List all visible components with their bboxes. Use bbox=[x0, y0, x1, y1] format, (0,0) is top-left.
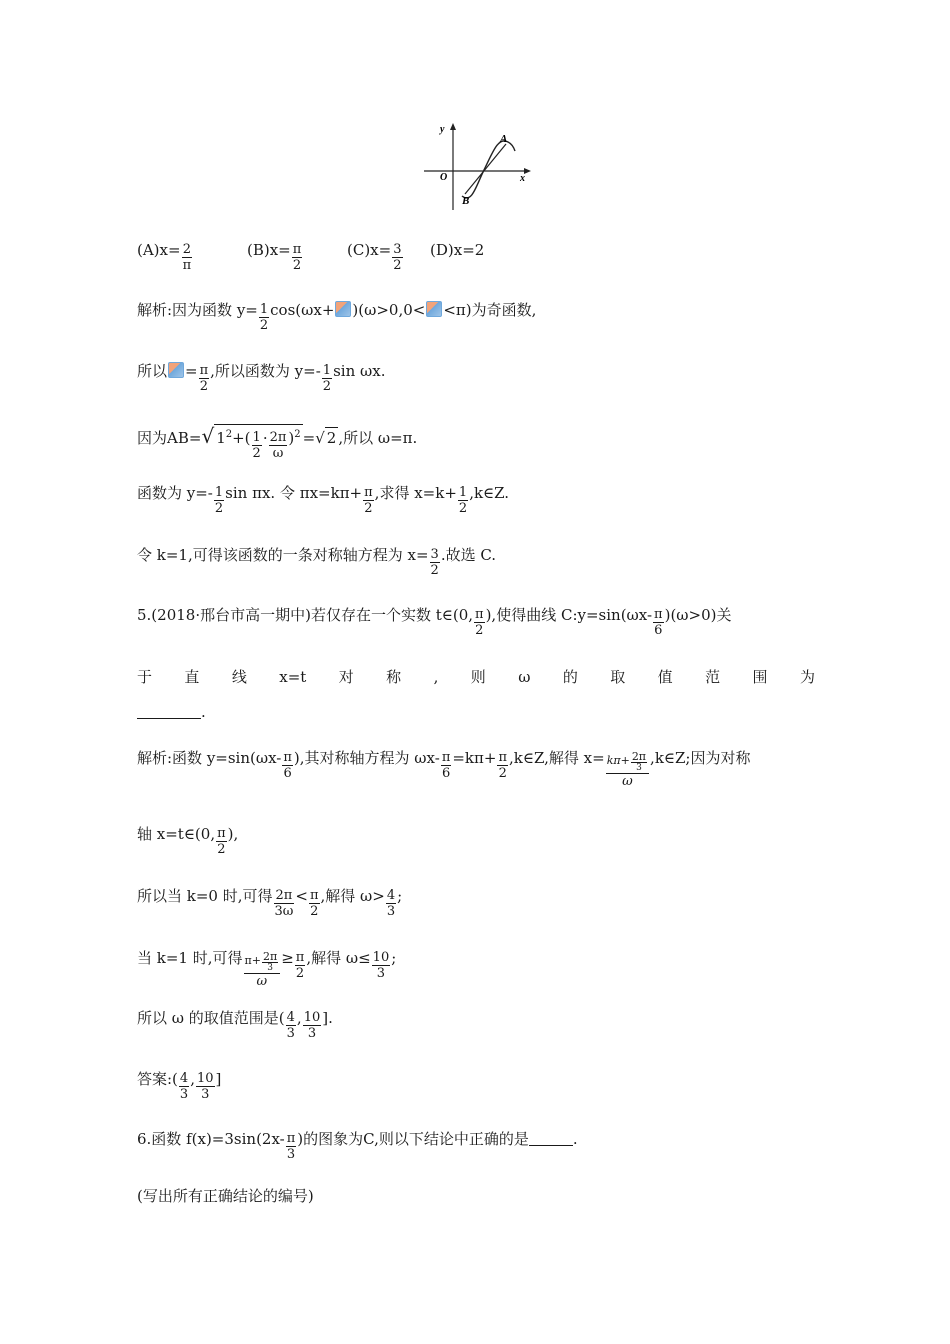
solution-line-1: 解析:因为函数 y= $\frac{1}{2}$ cos(ωx+ )(ω>0,0< <π)为奇函数, bbox=[137, 301, 537, 333]
question-5-line-2: 于 直 线 x=t 对 称 , 则 ω 的 取 值 范 围 为 bbox=[137, 668, 815, 686]
solution5-line-3: 所以当 k=0 时,可得 $\frac{2\pi}{3\omega}$ < $\frac{\pi}{2}$ ,解得 ω> $\frac{4}{3}$ ; bbox=[137, 887, 403, 919]
option-d: (D)x=2 bbox=[430, 241, 485, 259]
question-5-blank: . bbox=[137, 702, 206, 722]
segment-ab bbox=[465, 144, 506, 194]
y-axis-arrow bbox=[450, 123, 456, 130]
solution5-line-1: 解析:函数 y=sin(ωx- $\frac{\pi}{6}$ ),其对称轴方程为 ωx- $\frac{\pi}{6}$ =kπ+ $\frac{\pi}{2}$ ,k∈Z,解得 x= kπ+ $\frac{2\pi}{3}$ ω ,k∈Z;因为对称 bbox=[137, 749, 751, 789]
phi-image-icon bbox=[168, 362, 184, 378]
solution-line-4: 函数为 y=- $\frac{1}{2}$ sin πx. 令 πx=kπ+ $\frac{\pi}{2}$ ,求得 x=k+ $\frac{1}{2}$ ,k∈Z. bbox=[137, 484, 510, 516]
solution-line-2: 所以 = $\frac{\pi}{2}$ ,所以函数为 y=- $\frac{1}{2}$ sin ωx. bbox=[137, 362, 386, 394]
label-b: B bbox=[462, 195, 470, 207]
solution-line-5: 令 k=1,可得该函数的一条对称轴方程为 x= $\frac{3}{2}$ .故选 C. bbox=[137, 546, 497, 578]
option-a: (A)x= $\frac{2}{\pi}$ bbox=[137, 241, 192, 273]
sine-graph-figure bbox=[420, 118, 535, 213]
label-a: A bbox=[500, 133, 508, 145]
label-o: O bbox=[440, 172, 448, 183]
label-y: y bbox=[440, 124, 445, 135]
question-6-note: (写出所有正确结论的编号) bbox=[137, 1187, 314, 1205]
solution5-line-4: 当 k=1 时,可得 π+ $\frac{2\pi}{3}$ ω ≥ $\frac{\pi}{2}$ ,解得 ω≤ $\frac{10}{3}$ ; bbox=[137, 949, 397, 989]
x-axis-arrow bbox=[524, 168, 531, 174]
solution5-line-2: 轴 x=t∈(0, $\frac{\pi}{2}$ ), bbox=[137, 825, 239, 857]
answer-blank bbox=[137, 718, 201, 719]
option-c: (C)x= $\frac{3}{2}$ bbox=[347, 241, 402, 273]
solution5-line-5: 所以 ω 的取值范围是( $\frac{4}{3}$ , $\frac{10}{3}$ ]. bbox=[137, 1009, 333, 1041]
question-6: 6.函数 f(x)=3sin(2x- $\frac{\pi}{3}$ )的图象为C,则以下结论中正确的是 . bbox=[137, 1130, 578, 1162]
sine-curve bbox=[462, 141, 515, 198]
option-b: (B)x= $\frac{\pi}{2}$ bbox=[247, 241, 302, 273]
phi-image-icon bbox=[426, 301, 442, 317]
answer-line: 答案:( $\frac{4}{3}$ , $\frac{10}{3}$ ] bbox=[137, 1070, 222, 1102]
solution-line-3: 因为AB=√ $1^2+$( $\frac{1}{2}$ · $\frac{2\pi}{\omega}$ )$^2$ =√ 2 ,所以 ω=π. bbox=[137, 424, 418, 461]
answer-blank bbox=[529, 1145, 573, 1146]
label-x: x bbox=[520, 173, 525, 184]
phi-image-icon bbox=[335, 301, 351, 317]
question-5: 5.(2018·邢台市高一期中)若仅存在一个实数 t∈(0, $\frac{\pi}{2}$ ),使得曲线 C:y=sin(ωx- $\frac{\pi}{6}$ )(ω>0)关 bbox=[137, 606, 732, 638]
